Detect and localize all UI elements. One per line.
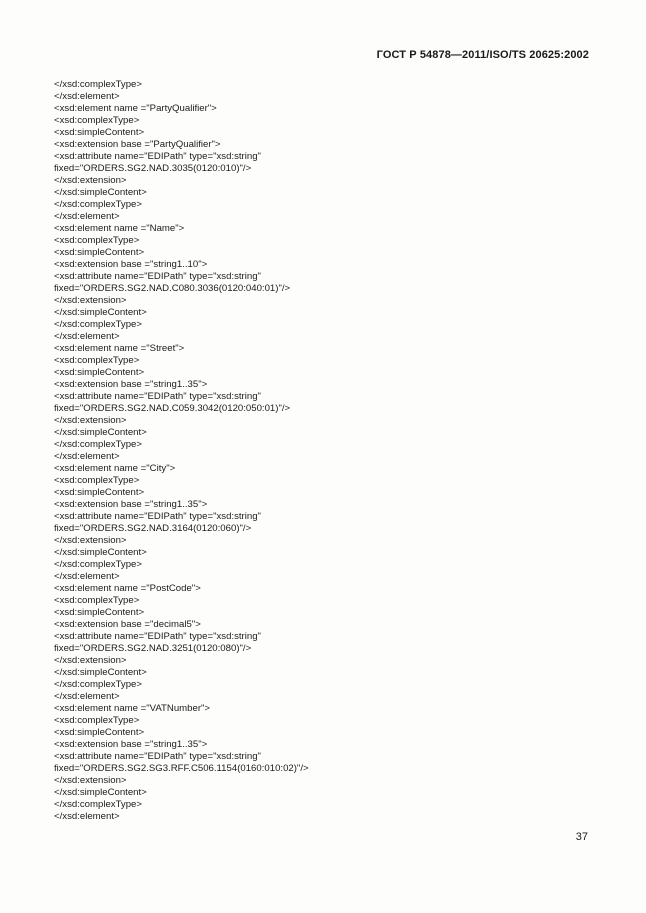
code-line: <xsd:attribute name="EDIPath" type="xsd:string" — [54, 511, 261, 522]
code-line: <xsd:attribute name="EDIPath" type="xsd:string" — [54, 751, 261, 762]
code-line: fixed="ORDERS.SG2.NAD.3164(0120:060)"/> — [54, 523, 252, 534]
code-line: <xsd:extension base ="string1..10"> — [54, 259, 208, 270]
code-line: </xsd:element> — [54, 811, 120, 822]
code-line: <xsd:element name ="City"> — [54, 463, 176, 474]
code-line: </xsd:simpleContent> — [54, 187, 147, 198]
code-line: fixed="ORDERS.SG2.NAD.3251(0120:080)"/> — [54, 643, 252, 654]
code-line: <xsd:element name ="Name"> — [54, 223, 185, 234]
code-line: <xsd:attribute name="EDIPath" type="xsd:string" — [54, 391, 261, 402]
code-line: </xsd:element> — [54, 331, 120, 342]
code-line: </xsd:complexType> — [54, 799, 142, 810]
code-line: </xsd:element> — [54, 571, 120, 582]
code-line: </xsd:simpleContent> — [54, 427, 147, 438]
code-line: </xsd:complexType> — [54, 559, 142, 570]
code-line: <xsd:complexType> — [54, 595, 140, 606]
page-header: ГОСТ Р 54878—2011/ISO/TS 20625:2002 — [376, 49, 589, 61]
code-line: <xsd:simpleContent> — [54, 247, 145, 258]
code-line: <xsd:element name ="PostCode"> — [54, 583, 201, 594]
code-line: </xsd:simpleContent> — [54, 787, 147, 798]
code-line: <xsd:simpleContent> — [54, 487, 145, 498]
code-line: </xsd:simpleContent> — [54, 307, 147, 318]
code-line: <xsd:attribute name="EDIPath" type="xsd:string" — [54, 151, 261, 162]
code-line: </xsd:extension> — [54, 295, 127, 306]
code-line: <xsd:attribute name="EDIPath" type="xsd:string" — [54, 631, 261, 642]
code-line: <xsd:simpleContent> — [54, 727, 145, 738]
code-line: </xsd:simpleContent> — [54, 667, 147, 678]
code-line: <xsd:complexType> — [54, 115, 140, 126]
code-line: </xsd:element> — [54, 451, 120, 462]
code-line: <xsd:simpleContent> — [54, 607, 145, 618]
code-line: fixed="ORDERS.SG2.NAD.3035(0120:010)"/> — [54, 163, 252, 174]
code-line: </xsd:simpleContent> — [54, 547, 147, 558]
code-line: <xsd:extension base ="string1..35"> — [54, 379, 208, 390]
code-line: </xsd:complexType> — [54, 199, 142, 210]
code-line: <xsd:element name ="PartyQualifier"> — [54, 103, 217, 114]
code-line: <xsd:extension base ="decimal5"> — [54, 619, 201, 630]
code-line: <xsd:extension base ="PartyQualifier"> — [54, 139, 221, 150]
code-line: fixed="ORDERS.SG2.NAD.C059.3042(0120:050:01)"/> — [54, 403, 291, 414]
code-line: </xsd:extension> — [54, 535, 127, 546]
code-line: <xsd:element name ="VATNumber"> — [54, 703, 211, 714]
code-line: <xsd:complexType> — [54, 475, 140, 486]
code-line: <xsd:extension base ="string1..35"> — [54, 739, 208, 750]
code-line: <xsd:extension base ="string1..35"> — [54, 499, 208, 510]
code-line: <xsd:simpleContent> — [54, 367, 145, 378]
code-line: </xsd:extension> — [54, 775, 127, 786]
xsd-code-listing — [54, 79, 594, 823]
code-line: </xsd:element> — [54, 211, 120, 222]
code-line: <xsd:complexType> — [54, 235, 140, 246]
code-line: fixed="ORDERS.SG2.SG3.RFF.C506.1154(0160:010:02)"/> — [54, 763, 309, 774]
code-line: </xsd:complexType> — [54, 319, 142, 330]
code-line: <xsd:complexType> — [54, 715, 140, 726]
code-line: </xsd:complexType> — [54, 439, 142, 450]
page-number: 37 — [575, 831, 588, 843]
code-line: </xsd:element> — [54, 691, 120, 702]
code-line: fixed="ORDERS.SG2.NAD.C080.3036(0120:040:01)"/> — [54, 283, 291, 294]
code-line: </xsd:complexType> — [54, 79, 142, 90]
code-line: </xsd:complexType> — [54, 679, 142, 690]
code-line: <xsd:complexType> — [54, 355, 140, 366]
code-line: </xsd:extension> — [54, 655, 127, 666]
code-line: </xsd:element> — [54, 91, 120, 102]
code-line: <xsd:element name ="Street"> — [54, 343, 185, 354]
code-line: <xsd:attribute name="EDIPath" type="xsd:string" — [54, 271, 261, 282]
code-line: </xsd:extension> — [54, 175, 127, 186]
code-line: <xsd:simpleContent> — [54, 127, 145, 138]
code-line: </xsd:extension> — [54, 415, 127, 426]
